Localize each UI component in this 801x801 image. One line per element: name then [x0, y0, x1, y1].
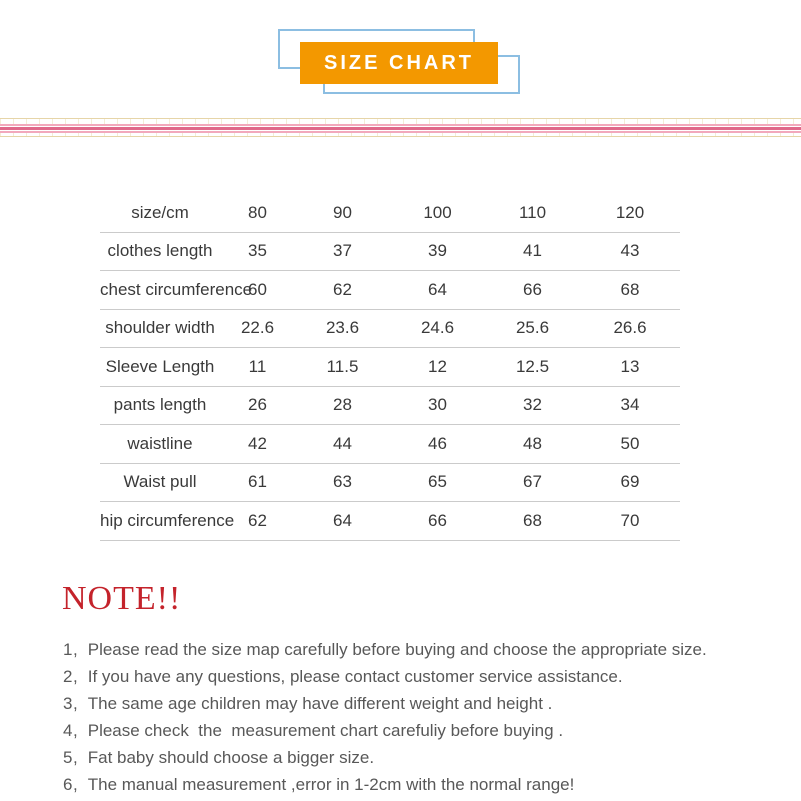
- table-cell: 26: [220, 386, 295, 425]
- table-cell: 22.6: [220, 309, 295, 348]
- note-item-1: [63, 636, 763, 663]
- table-cell: 11: [220, 348, 295, 387]
- note-text: The same age children may have different weight and height .: [87, 694, 553, 713]
- striped-divider: [0, 118, 801, 137]
- note-text: Fat baby should choose a bigger size.: [87, 748, 375, 767]
- table-cell: 26.6: [580, 309, 680, 348]
- table-cell: 68: [485, 502, 580, 541]
- table-cell: 32: [485, 386, 580, 425]
- table-cell: 61: [220, 463, 295, 502]
- note-text: Please read the size map carefully before buying and choose the appropriate size.: [87, 640, 707, 659]
- table-row-shoulder-width: [100, 309, 680, 348]
- table-cell: 23.6: [295, 309, 390, 348]
- table-row-waistline: [100, 425, 680, 464]
- table-cell: 90: [295, 194, 390, 232]
- note-item-5: [63, 744, 763, 771]
- note-number: 2: [63, 667, 73, 686]
- table-row-waist-pull: [100, 463, 680, 502]
- size-table: [100, 194, 680, 541]
- table-cell: 100: [390, 194, 485, 232]
- table-cell: 37: [295, 232, 390, 271]
- row-label: chest circumference: [100, 271, 220, 310]
- note-enumerator: ,: [73, 748, 78, 767]
- table-row-chest-circumference: [100, 271, 680, 310]
- row-label: hip circumference: [100, 502, 220, 541]
- table-cell: 80: [220, 194, 295, 232]
- table-cell: 11.5: [295, 348, 390, 387]
- table-cell: 24.6: [390, 309, 485, 348]
- table-cell: 43: [580, 232, 680, 271]
- table-cell: 46: [390, 425, 485, 464]
- table-cell: 62: [295, 271, 390, 310]
- table-cell: 64: [390, 271, 485, 310]
- table-cell: 64: [295, 502, 390, 541]
- note-enumerator: ,: [73, 694, 78, 713]
- note-number: 5: [63, 748, 73, 767]
- banner-title: SIZE CHART: [324, 51, 474, 74]
- row-label: shoulder width: [100, 309, 220, 348]
- note-enumerator: ,: [73, 721, 78, 740]
- notes-list: [63, 636, 763, 798]
- table-cell: 66: [485, 271, 580, 310]
- note-item-4: [63, 717, 763, 744]
- note-number: 3: [63, 694, 73, 713]
- size-chart-banner: [300, 42, 498, 84]
- note-enumerator: ,: [73, 640, 78, 659]
- table-cell: 120: [580, 194, 680, 232]
- table-row-size-header: [100, 194, 680, 232]
- row-label: waistline: [100, 425, 220, 464]
- table-cell: 39: [390, 232, 485, 271]
- row-label: pants length: [100, 386, 220, 425]
- table-cell: 41: [485, 232, 580, 271]
- row-label: Sleeve Length: [100, 348, 220, 387]
- table-cell: 34: [580, 386, 680, 425]
- table-cell: 28: [295, 386, 390, 425]
- table-cell: 69: [580, 463, 680, 502]
- table-cell: 25.6: [485, 309, 580, 348]
- note-enumerator: ,: [73, 667, 78, 686]
- table-cell: 68: [580, 271, 680, 310]
- table-cell: 12: [390, 348, 485, 387]
- table-cell: 12.5: [485, 348, 580, 387]
- table-row-pants-length: [100, 386, 680, 425]
- note-enumerator: ,: [73, 775, 78, 794]
- table-cell: 60: [220, 271, 295, 310]
- table-cell: 30: [390, 386, 485, 425]
- note-number: 1: [63, 640, 73, 659]
- table-cell: 66: [390, 502, 485, 541]
- table-cell: 110: [485, 194, 580, 232]
- note-heading: NOTE!!: [62, 580, 182, 617]
- note-number: 4: [63, 721, 73, 740]
- note-text: If you have any questions, please contact customer service assistance.: [87, 667, 623, 686]
- row-label: Waist pull: [100, 463, 220, 502]
- table-cell: 48: [485, 425, 580, 464]
- table-row-sleeve-length: [100, 348, 680, 387]
- note-text: The manual measurement ,error in 1-2cm with the normal range!: [87, 775, 575, 794]
- note-item-6: [63, 771, 763, 798]
- table-cell: 42: [220, 425, 295, 464]
- note-number: 6: [63, 775, 73, 794]
- table-cell: 35: [220, 232, 295, 271]
- note-item-3: [63, 690, 763, 717]
- header-banner: [0, 0, 801, 110]
- table-cell: 62: [220, 502, 295, 541]
- row-label: size/cm: [100, 194, 220, 232]
- table-cell: 67: [485, 463, 580, 502]
- note-text: Please check the measurement chart carefuliy before buying .: [87, 721, 564, 740]
- table-cell: 65: [390, 463, 485, 502]
- table-cell: 63: [295, 463, 390, 502]
- note-item-2: [63, 663, 763, 690]
- table-cell: 50: [580, 425, 680, 464]
- table-cell: 13: [580, 348, 680, 387]
- table-row-clothes-length: [100, 232, 680, 271]
- table-cell: 44: [295, 425, 390, 464]
- row-label: clothes length: [100, 232, 220, 271]
- table-cell: 70: [580, 502, 680, 541]
- table-row-hip-circumference: [100, 502, 680, 541]
